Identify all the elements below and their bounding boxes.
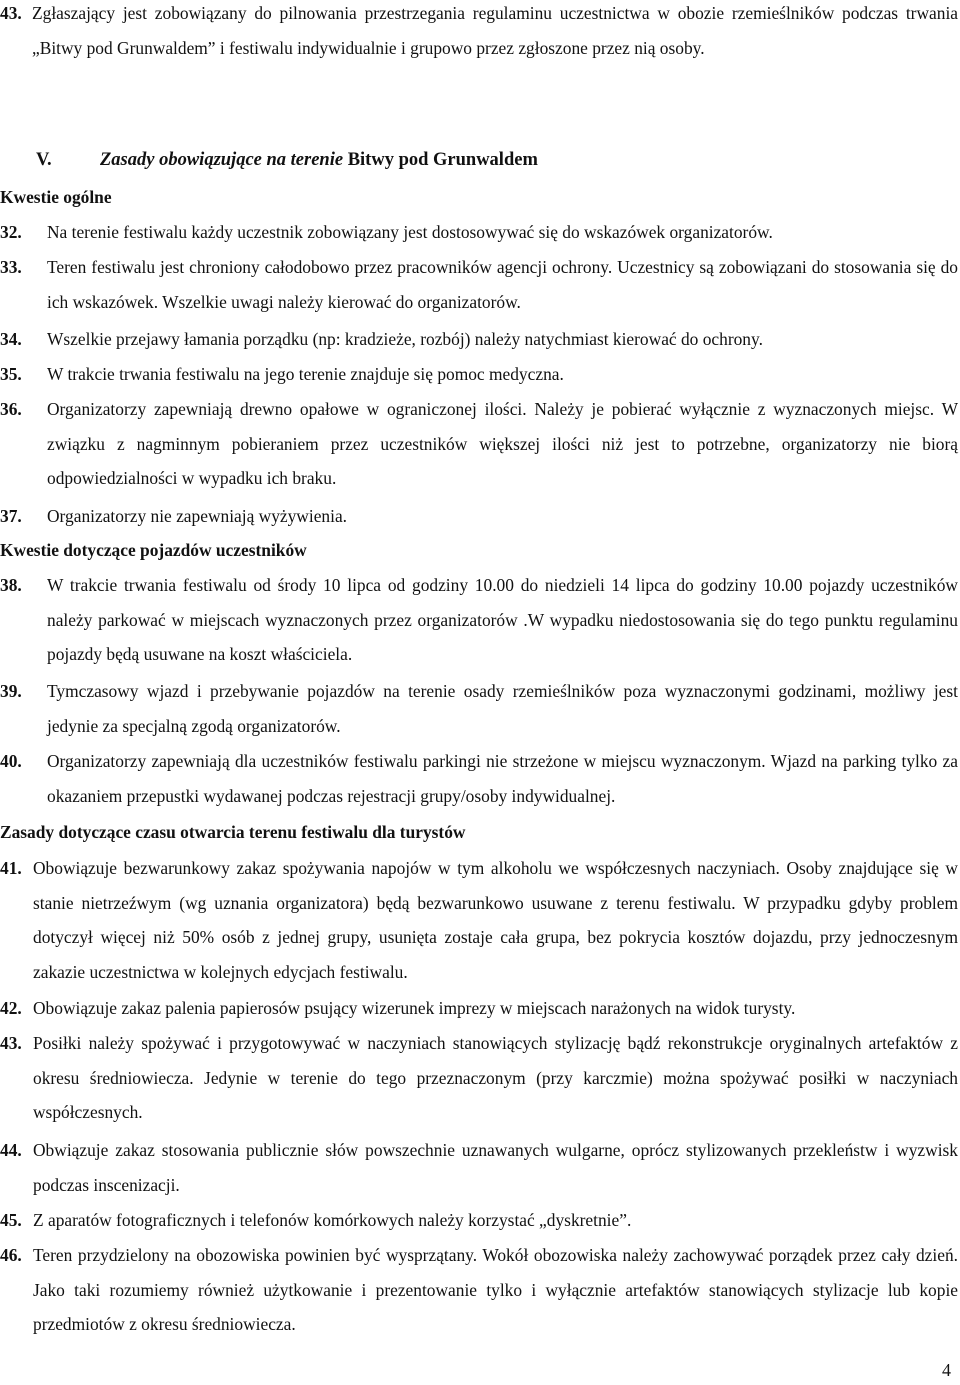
subsection-heading: Zasady dotyczące czasu otwarcia terenu festiwalu dla turystów [0,822,466,842]
rule-text: W trakcie trwania festiwalu od środy 10 lipca od godziny 10.00 do niedzieli 14 lipca do godziny 10.00 pojazdy uczestników należy parkować w miejscach wyznaczonych przez organizatorów .W wypadku niedostosowania się do tego punktu regulaminu pojazdy będą usuwane na koszt właściciela. [47,575,958,664]
rule-text: Z aparatów fotograficznych i telefonów komórkowych należy korzystać „dyskretnie”. [33,1210,632,1230]
rule-number: 44. [0,1140,22,1160]
section-number: V. [36,150,52,170]
rule-text: Teren festiwalu jest chroniony całodobowo przez pracowników agencji ochrony. Uczestnicy są zobowiązani do stosowania się do ich wskazówek. Wszelkie uwagi należy kierować do organizatorów. [47,257,958,312]
rule-number: 42. [0,998,22,1018]
rule-item-40 [0,744,958,813]
rule-item-43 [0,1026,958,1130]
rule-number: 41. [0,858,22,878]
rule-item-36 [0,392,958,496]
rule-number: 36. [0,399,22,419]
rule-text: Tymczasowy wjazd i przebywanie pojazdów na terenie osady rzemieślników poza wyznaczonymi godzinami, możliwy jest jedynie za specjalną zgodą organizatorów. [47,681,958,736]
rule-item-39 [0,674,958,743]
rule-number: 32. [0,222,22,242]
rule-item-46 [0,1238,958,1342]
page-number: 4 [942,1360,951,1380]
section-title-italic: Zasady obowiązujące na terenie [100,150,344,170]
rule-item-45 [0,1203,958,1238]
rule-number: 35. [0,364,22,384]
rule-number: 34. [0,329,22,349]
rule-number: 38. [0,575,22,595]
rule-item-33 [0,250,958,319]
rule-number: 43. [0,1033,22,1053]
rule-number: 37. [0,506,22,526]
rule-item-37 [0,499,958,534]
rule-text: Zgłaszający jest zobowiązany do pilnowania przestrzegania regulaminu uczestnictwa w obozie rzemieślników podczas trwania „Bitwy pod Grunwaldem” i festiwalu indywidualnie i grupowo przez zgłoszone przez nią osoby. [32,3,958,58]
rule-text: Wszelkie przejawy łamania porządku (np: kradzieże, rozbój) należy natychmiast kierować do ochrony. [47,329,763,349]
rule-number: 40. [0,751,22,771]
subsection-heading: Kwestie dotyczące pojazdów uczestników [0,540,307,560]
section-title [36,143,538,177]
rule-number: 33. [0,257,22,277]
rule-number: 45. [0,1210,22,1230]
rule-text: W trakcie trwania festiwalu na jego terenie znajduje się pomoc medyczna. [47,364,564,384]
rule-text: Teren przydzielony na obozowiska powinien być wysprzątany. Wokół obozowiska należy zachowywać porządek przez cały dzień. Jako taki rozumiemy również użytkowanie i prezentowanie tylko i wyłącznie artefaktów stanowiących stylizacje lub kopie przedmiotów z okresu średniowiecza. [33,1245,958,1334]
section-title-rest: Bitwy pod Grunwaldem [343,150,538,170]
rule-number: 39. [0,681,22,701]
rule-item-42 [0,991,958,1026]
rule-text: Organizatorzy zapewniają drewno opałowe w ograniczonej ilości. Należy je pobierać wyłącznie z wyznaczonych miejsc. W związku z nagminnym pobieraniem przez uczestników większej ilości niż jest to potrzebne, organizatorzy nie biorą odpowiedzialności w wypadku ich braku. [47,399,958,488]
rule-item-32 [0,215,958,250]
rule-number: 43. [0,3,22,23]
subsection-heading: Kwestie ogólne [0,187,112,207]
rule-text: Na terenie festiwalu każdy uczestnik zobowiązany jest dostosowywać się do wskazówek organizatorów. [47,222,773,242]
rule-item-38 [0,568,958,672]
rule-text: Organizatorzy nie zapewniają wyżywienia. [47,506,348,526]
rule-text: Organizatorzy zapewniają dla uczestników festiwalu parkingi nie strzeżone w miejscu wyznaczonym. Wjazd na parking tylko za okazaniem przepustki wydawanej podczas rejestracji grupy/osoby indywidualnej. [47,751,958,806]
rule-number: 46. [0,1245,22,1265]
rule-text: Obowiązuje zakaz palenia papierosów psujący wizerunek imprezy w miejscach narażonych na widok turysty. [33,998,796,1018]
rule-item-44 [0,1133,958,1202]
rule-text: Obwiązuje zakaz stosowania publicznie słów powszechnie uznawanych wulgarne, oprócz stylizowanych przekleństw i wyzwisk podczas inscenizacji. [33,1140,958,1195]
rule-text: Posiłki należy spożywać i przygotowywać w naczyniach stanowiących stylizację bądź rekonstrukcje oryginalnych artefaktów z okresu średniowiecza. Jedynie w terenie do tego przeznaczonym (przy karczmie) można spożywać posiłki w naczyniach współczesnych. [33,1033,958,1122]
rule-item-34 [0,322,958,357]
rule-text: Obowiązuje bezwarunkowy zakaz spożywania napojów w tym alkoholu we współczesnych naczyniach. Osoby znajdujące się w stanie nietrzeźwym (wg uznania organizatora) będą bezwarunkowo usuwane z terenu festiwalu. W przypadku gdyby problem dotyczył więcej niż 50% osób z jednej grupy, usunięta zostaje cała grupa, bez pokrycia kosztów dojazdu, przy jednoczesnym zakazie uczestnictwa w kolejnych edycjach festiwalu. [33,858,958,982]
rule-item-35 [0,357,958,392]
rule-item-43-intro [0,0,958,65]
rule-item-41 [0,851,958,989]
